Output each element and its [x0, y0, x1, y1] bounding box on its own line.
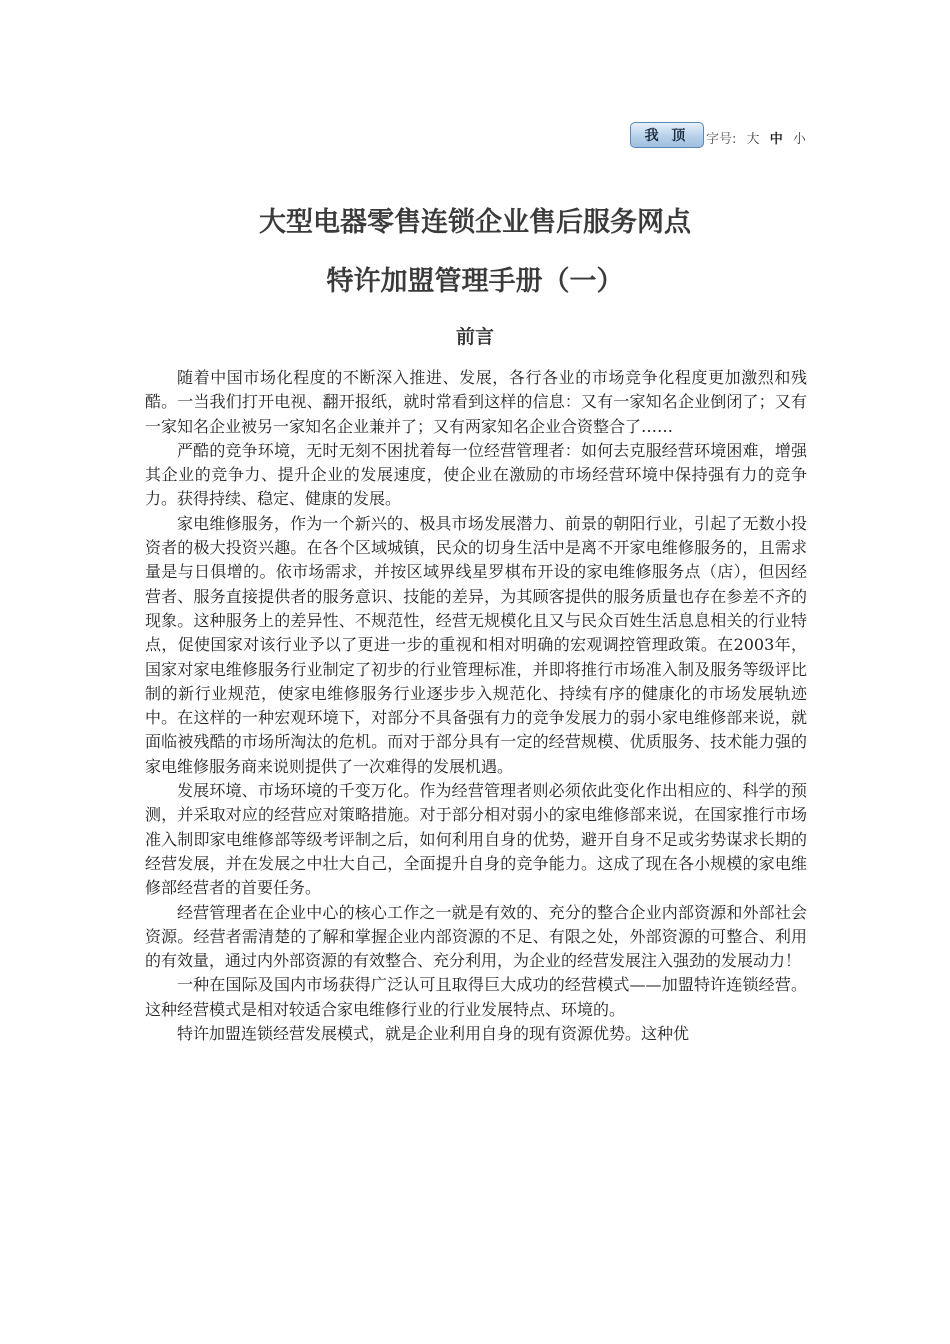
paragraph: 发展环境、市场环境的千变万化。作为经营管理者则必须依此变化作出相应的、科学的预测，并采取对应的经营应对策略措施。对于部分相对弱小的家电维修部来说，在国家推行市场准入制即家电维修部等级考评制之后，如何利用自身的优势，避开自身不足或劣势谋求长期的经营发展，并在发展之中壮大自己，全面提升自身的竞争能力。这成了现在各小规模的家电维修部经营者的首要任务。: [145, 781, 807, 898]
paragraph: 随着中国市场化程度的不断深入推进、发展，各行各业的市场竞争化程度更加激烈和残酷。一当我们打开电视、翻开报纸，就时常看到这样的信息：又有一家知名企业倒闭了；又有一家知名企业被另一家知名企业兼并了；又有两家知名企业合资整合了……: [145, 368, 807, 436]
paragraph: 一种在国际及国内市场获得广泛认可且取得巨大成功的经营模式——加盟特许连锁经营。这种经营模式是相对较适合家电维修行业的行业发展特点、环境的。: [145, 975, 807, 1019]
paragraph: 家电维修服务，作为一个新兴的、极具市场发展潜力、前景的朝阳行业，引起了无数小投资者的极大投资兴趣。在各个区域城镇，民众的切身生活中是离不开家电维修服务的，且需求量是与日俱增的。依市场需求，并按区域界线星罗棋布开设的家电维修服务点（店），但因经营者、服务直接提供者的服务意识、技能的差异，为其顾客提供的服务质量也存在参差不齐的现象。这种服务上的差异性、不规范性，经营无规模化且又与民众百姓生活息息相关的行业特点，促使国家对该行业予以了更进一步的重视和相对明确的宏观调控管理政策。在2003年，国家对家电维修服务行业制定了初步的行业管理标准，并即将推行市场准入制及服务等级评比制的新行业规范，使家电维修服务行业逐步步入规范化、持续有序的健康化的市场发展轨迹中。在这样的一种宏观环境下，对部分不具备强有力的竞争发展力的弱小家电维修部来说，就面临被残酷的市场所淘汰的危机。而对于部分具有一定的经营规模、优质服务、技术能力强的家电维修服务商来说则提供了一次难得的发展机遇。: [145, 513, 807, 776]
font-size-label: 字号:: [706, 132, 737, 147]
document-title-line-2: 特许加盟管理手册（一）: [326, 266, 624, 297]
font-size-small-option[interactable]: 小: [792, 132, 806, 147]
document-title-line-1: 大型电器零售连锁企业售后服务网点: [259, 207, 691, 238]
paragraph: 严酷的竞争环境，无时无刻不困扰着每一位经营管理者：如何去克服经营环境困难，增强其企业的竞争力、提升企业的发展速度，使企业在激励的市场经营环境中保持强有力的竞争力。获得持续、稳定、健康的发展。: [145, 440, 807, 509]
page-toolbar: [630, 122, 806, 148]
paragraph: 特许加盟连锁经营发展模式，就是企业利用自身的现有资源优势。这种优: [177, 1024, 690, 1044]
font-size-large-option[interactable]: 大: [746, 132, 760, 147]
article-body: [145, 366, 807, 1046]
font-size-selector: [706, 128, 806, 148]
top-button[interactable]: 我 顶: [630, 122, 704, 148]
paragraph: 经营管理者在企业中心的核心工作之一就是有效的、充分的整合企业内部资源和外部社会资源。经营者需清楚的了解和掌握企业内部资源的不足、有限之处，外部资源的可整合、利用的有效量，通过内外部资源的有效整合、充分利用，为企业的经营发展注入强劲的发展动力！: [145, 902, 807, 971]
font-size-medium-option[interactable]: 中: [769, 132, 783, 147]
section-heading: 前言: [455, 326, 494, 348]
